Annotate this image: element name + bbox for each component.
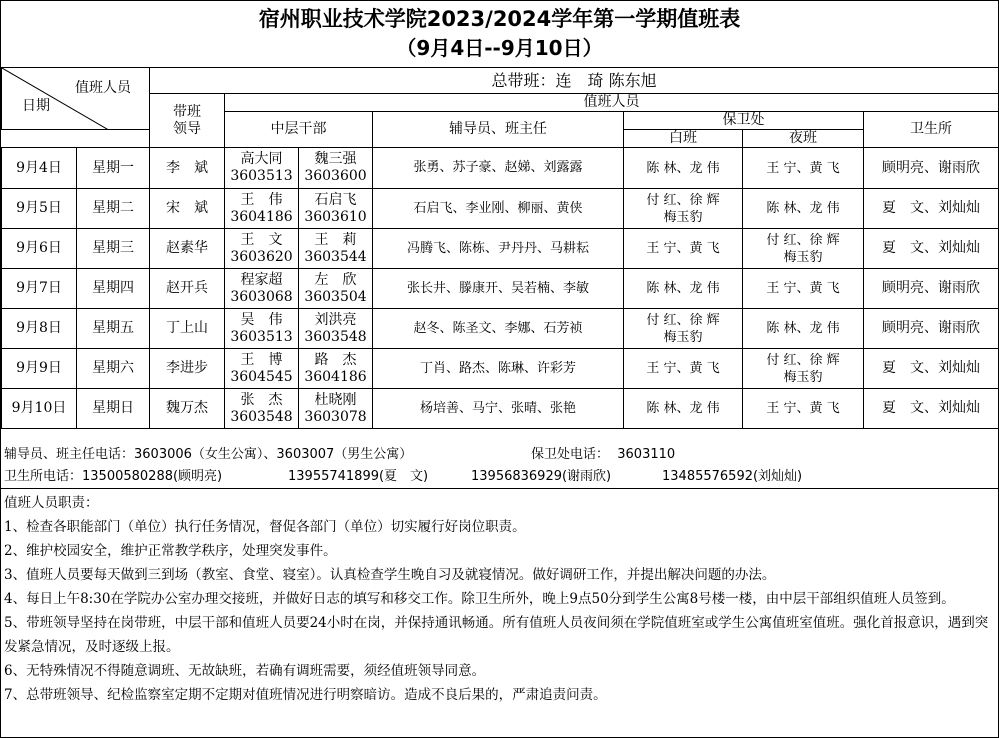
night-shift-cell-text: 王 宁、黄 飞	[766, 281, 840, 296]
cadre-name: 杜晓刚	[314, 391, 357, 408]
date-cell	[2, 189, 77, 229]
night-shift-cell-text: 陈 林、龙 伟	[766, 321, 840, 336]
clinic-cell-text: 夏 文、刘灿灿	[882, 240, 981, 256]
cadre-name: 石启飞	[314, 191, 357, 208]
clinic-cell-text: 夏 文、刘灿灿	[882, 360, 981, 376]
counselors-cell-text: 赵冬、陈圣文、李娜、石芳祯	[413, 320, 583, 336]
duty-table	[1, 67, 999, 429]
diagonal-header-bottom: 日期	[22, 98, 50, 114]
clinic-cell-text: 夏 文、刘灿灿	[882, 200, 981, 216]
cadre-name: 王 文	[240, 231, 283, 248]
day-shift-cell-text: 付 红、徐 辉 梅玉豹	[646, 312, 720, 345]
cadre2-cell	[299, 309, 373, 349]
cadre1-cell	[225, 309, 299, 349]
duty-item-4: 4、每日上午8:30在学院办公室办理交接班，并做好日志的填写和移交工作。除卫生所外，晚上9点50分到学生公寓8号楼一楼，由中层干部组织值班人员签到。	[4, 591, 955, 607]
duty-item-7: 7、总带班领导、纪检监察室定期不定期对值班情况进行明察暗访。造成不良后果的，严肃追责问责。	[4, 687, 607, 703]
duties-heading: 值班人员职责：	[4, 495, 99, 511]
leader-cell-text: 赵素华	[166, 240, 208, 256]
weekday-cell	[77, 269, 150, 309]
night-shift-cell	[743, 309, 864, 349]
middle-cadre-header: 中层干部	[225, 112, 373, 148]
duty-item-6: 6、无特殊情况不得随意调班、无故缺班，若确有调班需要，须经值班领导同意。	[4, 663, 486, 679]
day-shift-cell-text: 王 宁、黄 飞	[646, 361, 720, 376]
cadre-name: 魏三强	[314, 151, 357, 167]
clinic-cell	[864, 229, 999, 269]
day-shift-cell	[624, 148, 743, 189]
cadre-phone: 3603513	[230, 328, 293, 345]
date-cell-text: 9月10日	[11, 400, 67, 416]
clinic-cell-text: 夏 文、刘灿灿	[882, 400, 981, 416]
leader-cell-text: 李进步	[166, 360, 208, 376]
night-shift-cell-text: 陈 林、龙 伟	[766, 201, 840, 216]
night-shift-header: 夜班	[743, 130, 864, 148]
table-row	[2, 229, 999, 269]
counselors-cell	[373, 389, 624, 429]
clinic-cell	[864, 349, 999, 389]
table-row	[2, 389, 999, 429]
weekday-cell-text: 星期二	[92, 200, 134, 216]
cadre-phone: 3603544	[304, 248, 367, 265]
security-header: 保卫处	[624, 112, 864, 130]
cadre-phone: 3603504	[304, 288, 367, 305]
night-shift-cell	[743, 389, 864, 429]
weekday-cell-text: 星期五	[92, 320, 134, 336]
night-shift-cell-text: 王 宁、黄 飞	[766, 160, 840, 176]
date-cell	[2, 349, 77, 389]
weekday-cell	[77, 309, 150, 349]
leader-cell	[150, 148, 225, 189]
title-line-1: 宿州职业技术学院2023/2024学年第一学期值班表	[258, 7, 741, 31]
cadre-name: 路 杰	[314, 351, 357, 368]
counselors-cell	[373, 269, 624, 309]
cadre-phone: 3603610	[304, 208, 367, 225]
cadre1-cell	[225, 229, 299, 269]
empty-spacer	[2, 130, 150, 148]
duty-staff-header: 值班人员	[225, 94, 999, 112]
date-cell-text: 9月6日	[16, 240, 62, 256]
counselors-cell	[373, 189, 624, 229]
clinic-cell-text: 顾明亮、谢雨欣	[882, 320, 981, 336]
clinic-cell	[864, 309, 999, 349]
cadre-name: 王 博	[240, 351, 283, 368]
night-shift-cell-text: 王 宁、黄 飞	[766, 401, 840, 416]
cadre-name: 程家超	[240, 271, 283, 288]
date-cell	[2, 269, 77, 309]
separator-line	[1, 488, 998, 489]
weekday-cell	[77, 229, 150, 269]
leader-cell-text: 李 斌	[166, 159, 208, 176]
counselors-cell-text: 杨培善、马宁、张晴、张艳	[419, 400, 576, 416]
clinic-cell	[864, 269, 999, 309]
date-cell-text: 9月8日	[16, 320, 62, 336]
cadre-name: 王 莉	[314, 231, 357, 248]
leader-cell	[150, 189, 225, 229]
clinic-phone-3: 13956836929(谢雨欣)	[471, 469, 612, 484]
date-cell-text: 9月7日	[16, 280, 62, 296]
clinic-phone-4: 13485576592(刘灿灿)	[662, 469, 803, 484]
table-row	[2, 309, 999, 349]
counselor-header: 辅导员、班主任	[373, 112, 624, 148]
counselors-cell-text: 冯腾飞、陈栋、尹丹丹、马耕耘	[406, 240, 589, 256]
title-line-2: （9月4日--9月10日）	[396, 36, 603, 60]
document-title	[1, 1, 998, 67]
weekday-cell-text: 星期日	[92, 400, 134, 416]
day-shift-cell-text: 付 红、徐 辉 梅玉豹	[646, 192, 720, 225]
cadre-phone: 3603548	[304, 328, 367, 345]
cadre-phone: 3603068	[230, 288, 293, 305]
counselors-cell-text: 张长井、滕康开、吴若楠、李敏	[406, 280, 589, 296]
table-row	[2, 349, 999, 389]
cadre2-cell	[299, 269, 373, 309]
cadre-phone: 3603548	[230, 408, 293, 425]
counselors-cell	[373, 309, 624, 349]
clinic-header: 卫生所	[864, 112, 999, 148]
cadre1-cell	[225, 389, 299, 429]
clinic-phone-2: 13955741899(夏 文)	[288, 469, 429, 484]
day-shift-cell	[624, 229, 743, 269]
clinic-phone-1: 卫生所电话：13500580288(顾明亮)	[4, 469, 223, 484]
cadre-phone: 3603600	[304, 168, 367, 184]
weekday-cell	[77, 349, 150, 389]
night-shift-cell-text: 付 红、徐 辉 梅玉豹	[766, 352, 840, 385]
weekday-cell	[77, 389, 150, 429]
cadre-name: 吴 伟	[240, 311, 283, 328]
clinic-cell-text: 顾明亮、谢雨欣	[882, 280, 981, 296]
weekday-cell-text: 星期六	[92, 360, 134, 376]
date-cell-text: 9月4日	[16, 159, 62, 176]
weekday-cell-text: 星期三	[92, 240, 134, 256]
cadre-name: 左 欣	[314, 271, 357, 288]
day-shift-cell-text: 陈 林、龙 伟	[646, 160, 720, 176]
day-shift-cell-text: 陈 林、龙 伟	[646, 281, 720, 296]
cadre2-cell	[299, 148, 373, 189]
day-shift-cell	[624, 389, 743, 429]
diagonal-header-cell	[2, 68, 150, 130]
cadre-name: 张 杰	[240, 391, 283, 408]
day-shift-cell	[624, 309, 743, 349]
weekday-cell	[77, 148, 150, 189]
duty-item-2: 2、维护校园安全，维护正常教学秩序，处理突发事件。	[4, 543, 337, 559]
counselors-cell	[373, 229, 624, 269]
day-shift-cell-text: 陈 林、龙 伟	[646, 401, 720, 416]
total-duty-header: 总带班：连 琦 陈东旭	[150, 68, 999, 94]
cadre-phone: 3603513	[230, 168, 293, 184]
cadre-phone: 3604545	[230, 368, 293, 385]
date-cell	[2, 148, 77, 189]
clinic-cell	[864, 389, 999, 429]
date-cell	[2, 389, 77, 429]
cadre1-cell	[225, 349, 299, 389]
clinic-cell	[864, 148, 999, 189]
cadre-phone: 3603078	[304, 408, 367, 425]
duty-item-3: 3、值班人员要每天做到三到场（教室、食堂、寝室）。认真检查学生晚自习及就寝情况。做好调研工作，并提出解决问题的办法。	[4, 567, 776, 583]
weekday-cell-text: 星期一	[92, 159, 134, 176]
counselor-phone: 辅导员、班主任电话：3603006（女生公寓）、3603007（男生公寓）	[4, 447, 413, 462]
leader-cell	[150, 229, 225, 269]
date-cell	[2, 229, 77, 269]
security-phone: 保卫处电话： 3603110	[531, 447, 676, 462]
table-row	[2, 269, 999, 309]
duties-section	[4, 491, 994, 707]
date-cell-text: 9月5日	[16, 200, 62, 216]
weekday-cell-text: 星期四	[92, 280, 134, 296]
duty-item-1: 1、检查各职能部门（单位）执行任务情况，督促各部门（单位）切实履行好岗位职责。	[4, 519, 526, 535]
duty-item-5: 5、带班领导坚持在岗带班，中层干部和值班人员要24小时在岗，并保持通讯畅通。所有值班人员夜间须在学院值班室或学生公寓值班室值班。强化首报意识，遇到突发紧急情况，及时逐级上报。	[4, 615, 989, 655]
clinic-cell-text: 顾明亮、谢雨欣	[882, 159, 981, 176]
counselors-cell-text: 丁肖、路杰、陈琳、许彩芳	[419, 360, 576, 376]
cadre2-cell	[299, 349, 373, 389]
cadre-name: 王 伟	[240, 191, 283, 208]
day-shift-cell	[624, 269, 743, 309]
cadre-phone: 3604186	[304, 368, 367, 385]
cadre1-cell	[225, 269, 299, 309]
table-row	[2, 148, 999, 189]
counselors-cell	[373, 148, 624, 189]
cadre-phone: 3603620	[230, 248, 293, 265]
leader-cell-text: 赵开兵	[166, 280, 208, 296]
day-shift-cell-text: 王 宁、黄 飞	[646, 241, 720, 256]
leader-cell	[150, 349, 225, 389]
night-shift-cell	[743, 229, 864, 269]
night-shift-cell	[743, 269, 864, 309]
weekday-cell	[77, 189, 150, 229]
diagonal-header-top: 值班人员	[75, 80, 131, 96]
leader-cell-text: 丁上山	[166, 320, 208, 336]
leader-cell-text: 魏万杰	[166, 400, 208, 416]
counselors-cell-text: 石启飞、李业刚、柳丽、黄侠	[413, 200, 583, 216]
day-shift-cell	[624, 189, 743, 229]
table-row	[2, 189, 999, 229]
leader-cell	[150, 389, 225, 429]
cadre2-cell	[299, 189, 373, 229]
cadre2-cell	[299, 389, 373, 429]
counselors-cell	[373, 349, 624, 389]
clinic-cell	[864, 189, 999, 229]
date-cell	[2, 309, 77, 349]
leader-header-label: 带班领导	[172, 103, 201, 137]
date-cell-text: 9月9日	[16, 360, 62, 376]
night-shift-cell-text: 付 红、徐 辉 梅玉豹	[766, 232, 840, 265]
day-shift-header: 白班	[624, 130, 743, 148]
cadre-phone: 3604186	[230, 208, 293, 225]
day-shift-cell	[624, 349, 743, 389]
night-shift-cell	[743, 349, 864, 389]
cadre1-cell	[225, 148, 299, 189]
cadre-name: 高大同	[240, 151, 283, 167]
counselors-cell-text: 张勇、苏子豪、赵娣、刘露露	[413, 160, 583, 175]
night-shift-cell	[743, 189, 864, 229]
leader-cell	[150, 309, 225, 349]
leader-header	[150, 94, 225, 148]
cadre-name: 刘洪亮	[314, 311, 357, 328]
leader-cell-text: 宋 斌	[166, 200, 208, 216]
cadre2-cell	[299, 229, 373, 269]
cadre1-cell	[225, 189, 299, 229]
night-shift-cell	[743, 148, 864, 189]
leader-cell	[150, 269, 225, 309]
